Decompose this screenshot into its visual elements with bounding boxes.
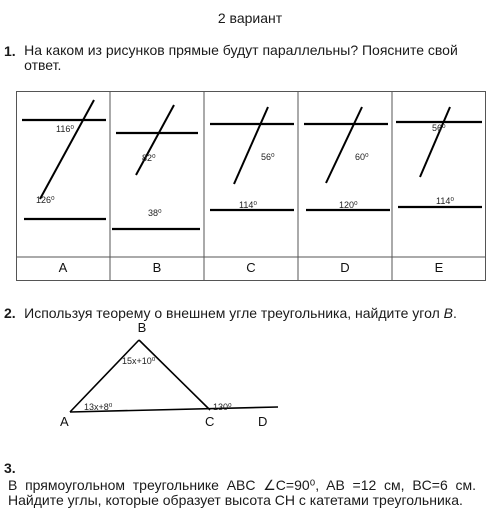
vertex-label-b: B — [137, 320, 147, 335]
angle-label: 38⁰ — [148, 208, 162, 218]
figure-letter: A — [58, 260, 68, 275]
figure-letter: D — [340, 260, 350, 275]
angle-label-b: 15x+10⁰ — [122, 356, 156, 366]
question-number: 2. — [4, 305, 16, 321]
figure-letter: E — [434, 260, 444, 275]
angle-label: 56⁰ — [432, 123, 446, 133]
angle-label: 114⁰ — [239, 200, 257, 210]
angle-label: 114⁰ — [436, 196, 454, 206]
angle-label: 60⁰ — [355, 152, 369, 162]
question-1 — [4, 43, 488, 73]
figure-c — [210, 107, 294, 275]
figure-letter: B — [152, 260, 162, 275]
question-number: 3. — [4, 460, 16, 476]
angle-label-a: 13x+8⁰ — [84, 402, 113, 412]
angle-label: 116⁰ — [56, 124, 74, 134]
question-3 — [4, 460, 492, 508]
question-number: 1. — [4, 43, 16, 59]
point-label-d: D — [258, 414, 268, 429]
figure-a — [22, 100, 106, 275]
figure-e — [396, 107, 482, 275]
vertex-label-a: A — [60, 414, 69, 429]
parallel-lines-figure-table — [16, 91, 486, 281]
figure-d — [304, 107, 390, 275]
question-text: В прямоугольном треугольнике ABC ∠C=90⁰, AB =12 см, BC=6 см. Найдите углы, которые образует высота CH с катетами треугольника. — [8, 477, 476, 508]
question-text: На каком из рисунков прямые будут параллельны? Поясните свой ответ. — [24, 42, 458, 73]
question-text: Используя теорему о внешнем угле треугольника, найдите угол — [24, 305, 444, 321]
question-punct: . — [452, 305, 457, 321]
angle-label: 126⁰ — [36, 195, 55, 205]
question-variable: B — [443, 305, 453, 321]
variant-title: 2 вариант — [217, 10, 283, 26]
figure-letter: C — [246, 260, 256, 275]
vertex-label-c: C — [205, 414, 215, 429]
angle-label: 56⁰ — [261, 152, 275, 162]
angle-label: 120⁰ — [339, 200, 358, 210]
triangle-figure — [50, 318, 290, 433]
figure-b — [112, 105, 200, 275]
angle-label-exterior: 130⁰ — [213, 402, 232, 412]
angle-label: 82⁰ — [142, 153, 156, 163]
